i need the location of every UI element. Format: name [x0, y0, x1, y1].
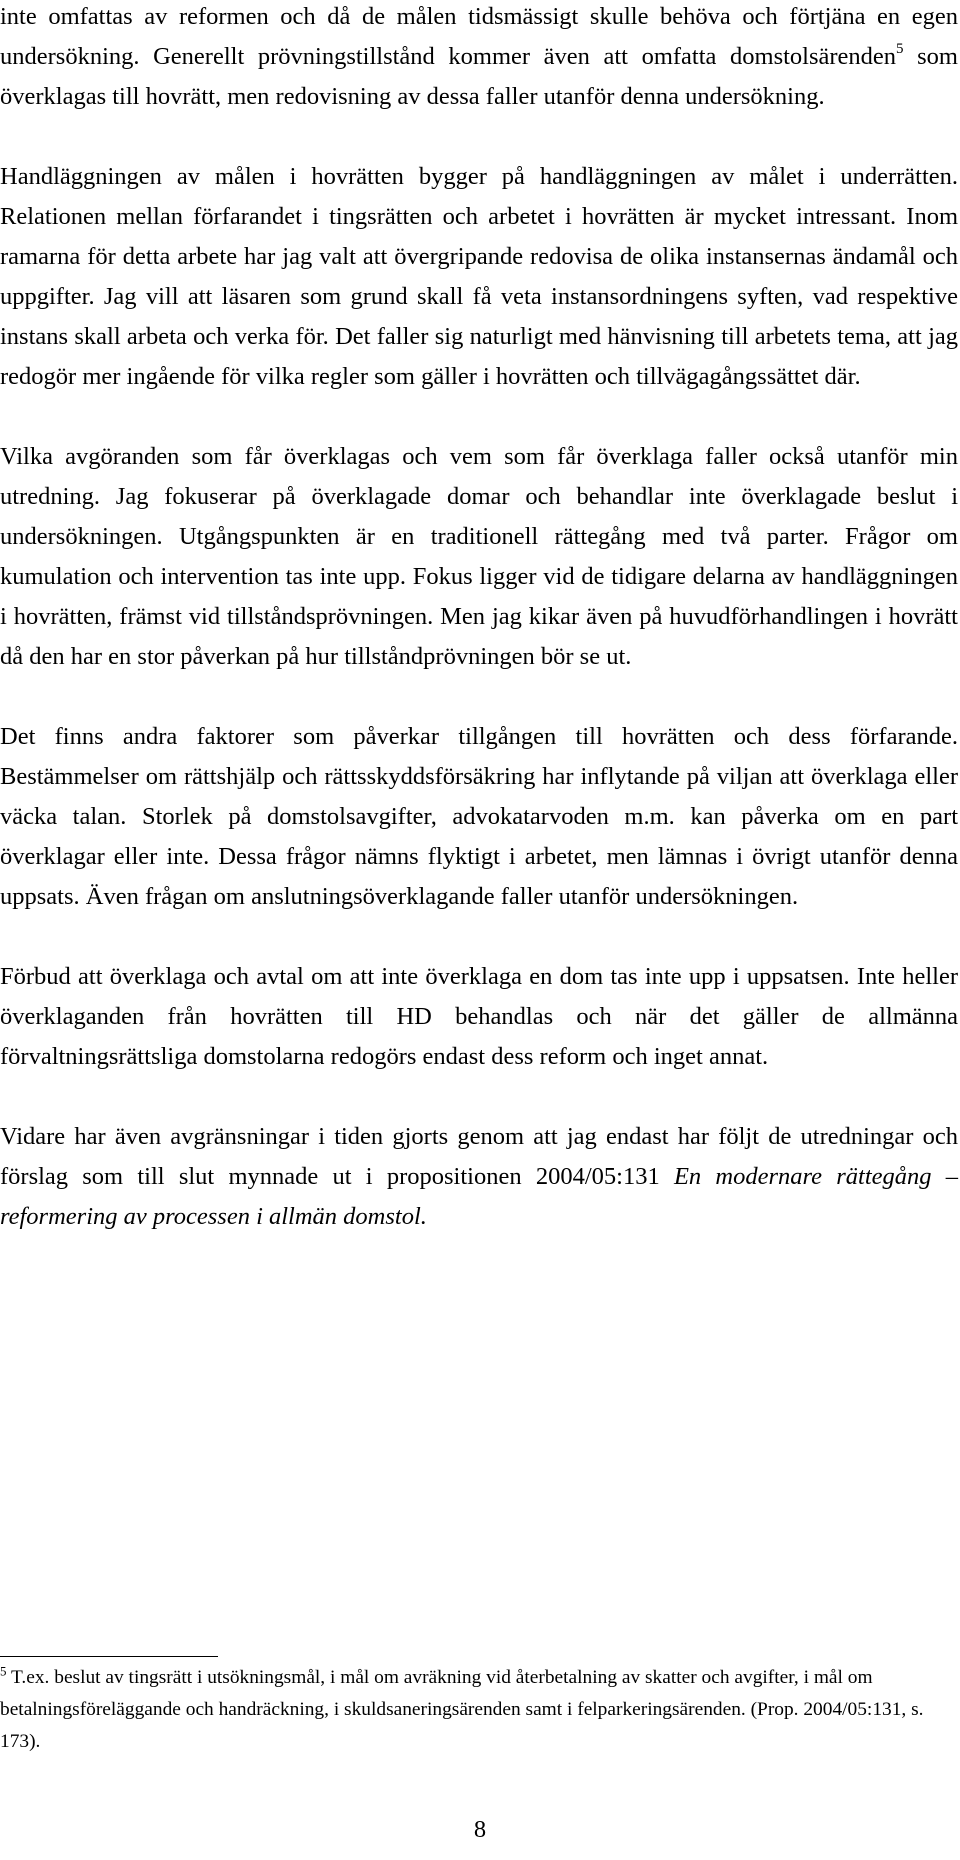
paragraph-6 [0, 1117, 958, 1237]
paragraph-6-text: Vidare har även avgränsningar i tiden gjorts genom att jag endast har följt de utredningar och förslag som till slut mynnade ut i propositionen 2004/05:131 [0, 1123, 958, 1190]
footnote [0, 1662, 958, 1758]
footnote-text: T.ex. beslut av tingsrätt i utsökningsmål, i mål om avräkning vid återbetalning av skatter och avgifter, i mål om betalningsföreläggande och handräckning, i skuldsaneringsärenden samt i felparkeringsärenden. (Prop. 2004/05:131, s. 173). [0, 1667, 924, 1752]
paragraph-5: Förbud att överklaga och avtal om att inte överklaga en dom tas inte upp i uppsatsen. Inte heller överklaganden från hovrätten till HD behandlas och när det gäller de allmänna förvaltningsrättsliga domstolarna redogörs endast dess reform och inget annat. [0, 963, 958, 1070]
footnote-reference[interactable]: 5 [896, 40, 904, 57]
paragraph-3: Vilka avgöranden som får överklagas och vem som får överklaga faller också utanför min utredning. Jag fokuserar på överklagade domar och behandlar inte överklagade beslut i undersökningen. Utgångspunkten är en traditionell rättegång med två parter. Frågor om kumulation och intervention tas inte upp. Fokus ligger vid de tidigare delarna av handläggningen i hovrätten, främst vid tillståndsprövningen. Men jag kikar även på huvudförhandlingen i hovrätt då den har en stor påverkan på hur tillståndprövningen bör se ut. [0, 443, 958, 670]
paragraph-2: Handläggningen av målen i hovrätten bygger på handläggningen av målet i underrätten. Relationen mellan förfarandet i tingsrätten och arbetet i hovrätten är mycket intressant. Inom ramarna för detta arbete har jag valt att övergripande redovisa de olika instansernas ändamål och uppgifter. Jag vill att läsaren som grund skall få veta instansordningens syften, vad respektive instans skall arbeta och verka för. Det faller sig naturligt med hänvisning till arbetets tema, att jag redogör mer ingående för vilka regler som gäller i hovrätten och tillvägagångssättet där. [0, 163, 958, 390]
proposition-title: En modernare rättegång – reformering av processen i allmän domstol. [0, 1163, 958, 1230]
footnote-number: 5 [0, 1663, 7, 1679]
footnote-divider [0, 1656, 218, 1657]
paragraph-1 [0, 0, 958, 117]
paragraph-4: Det finns andra faktorer som påverkar tillgången till hovrätten och dess förfarande. Bestämmelser om rättshjälp och rättsskyddsförsäkring har inflytande på viljan att överklaga eller väcka talan. Storlek på domstolsavgifter, advokatarvoden m.m. kan påverka om en part överklagar eller inte. Dessa frågor nämns flyktigt i arbetet, men lämnas i övrigt utanför denna uppsats. Även frågan om anslutningsöverklagande faller utanför undersökningen. [0, 723, 958, 910]
paragraph-1-text-a: inte omfattas av reformen och då de målen tidsmässigt skulle behöva och förtjäna en egen undersökning. Generellt prövningstillstånd kommer även att omfatta domstolsärenden [0, 3, 958, 70]
page-number: 8 [473, 1816, 487, 1843]
paragraph-1-text-b: som överklagas till hovrätt, men redovisning av dessa faller utanför denna undersökning. [0, 43, 958, 110]
